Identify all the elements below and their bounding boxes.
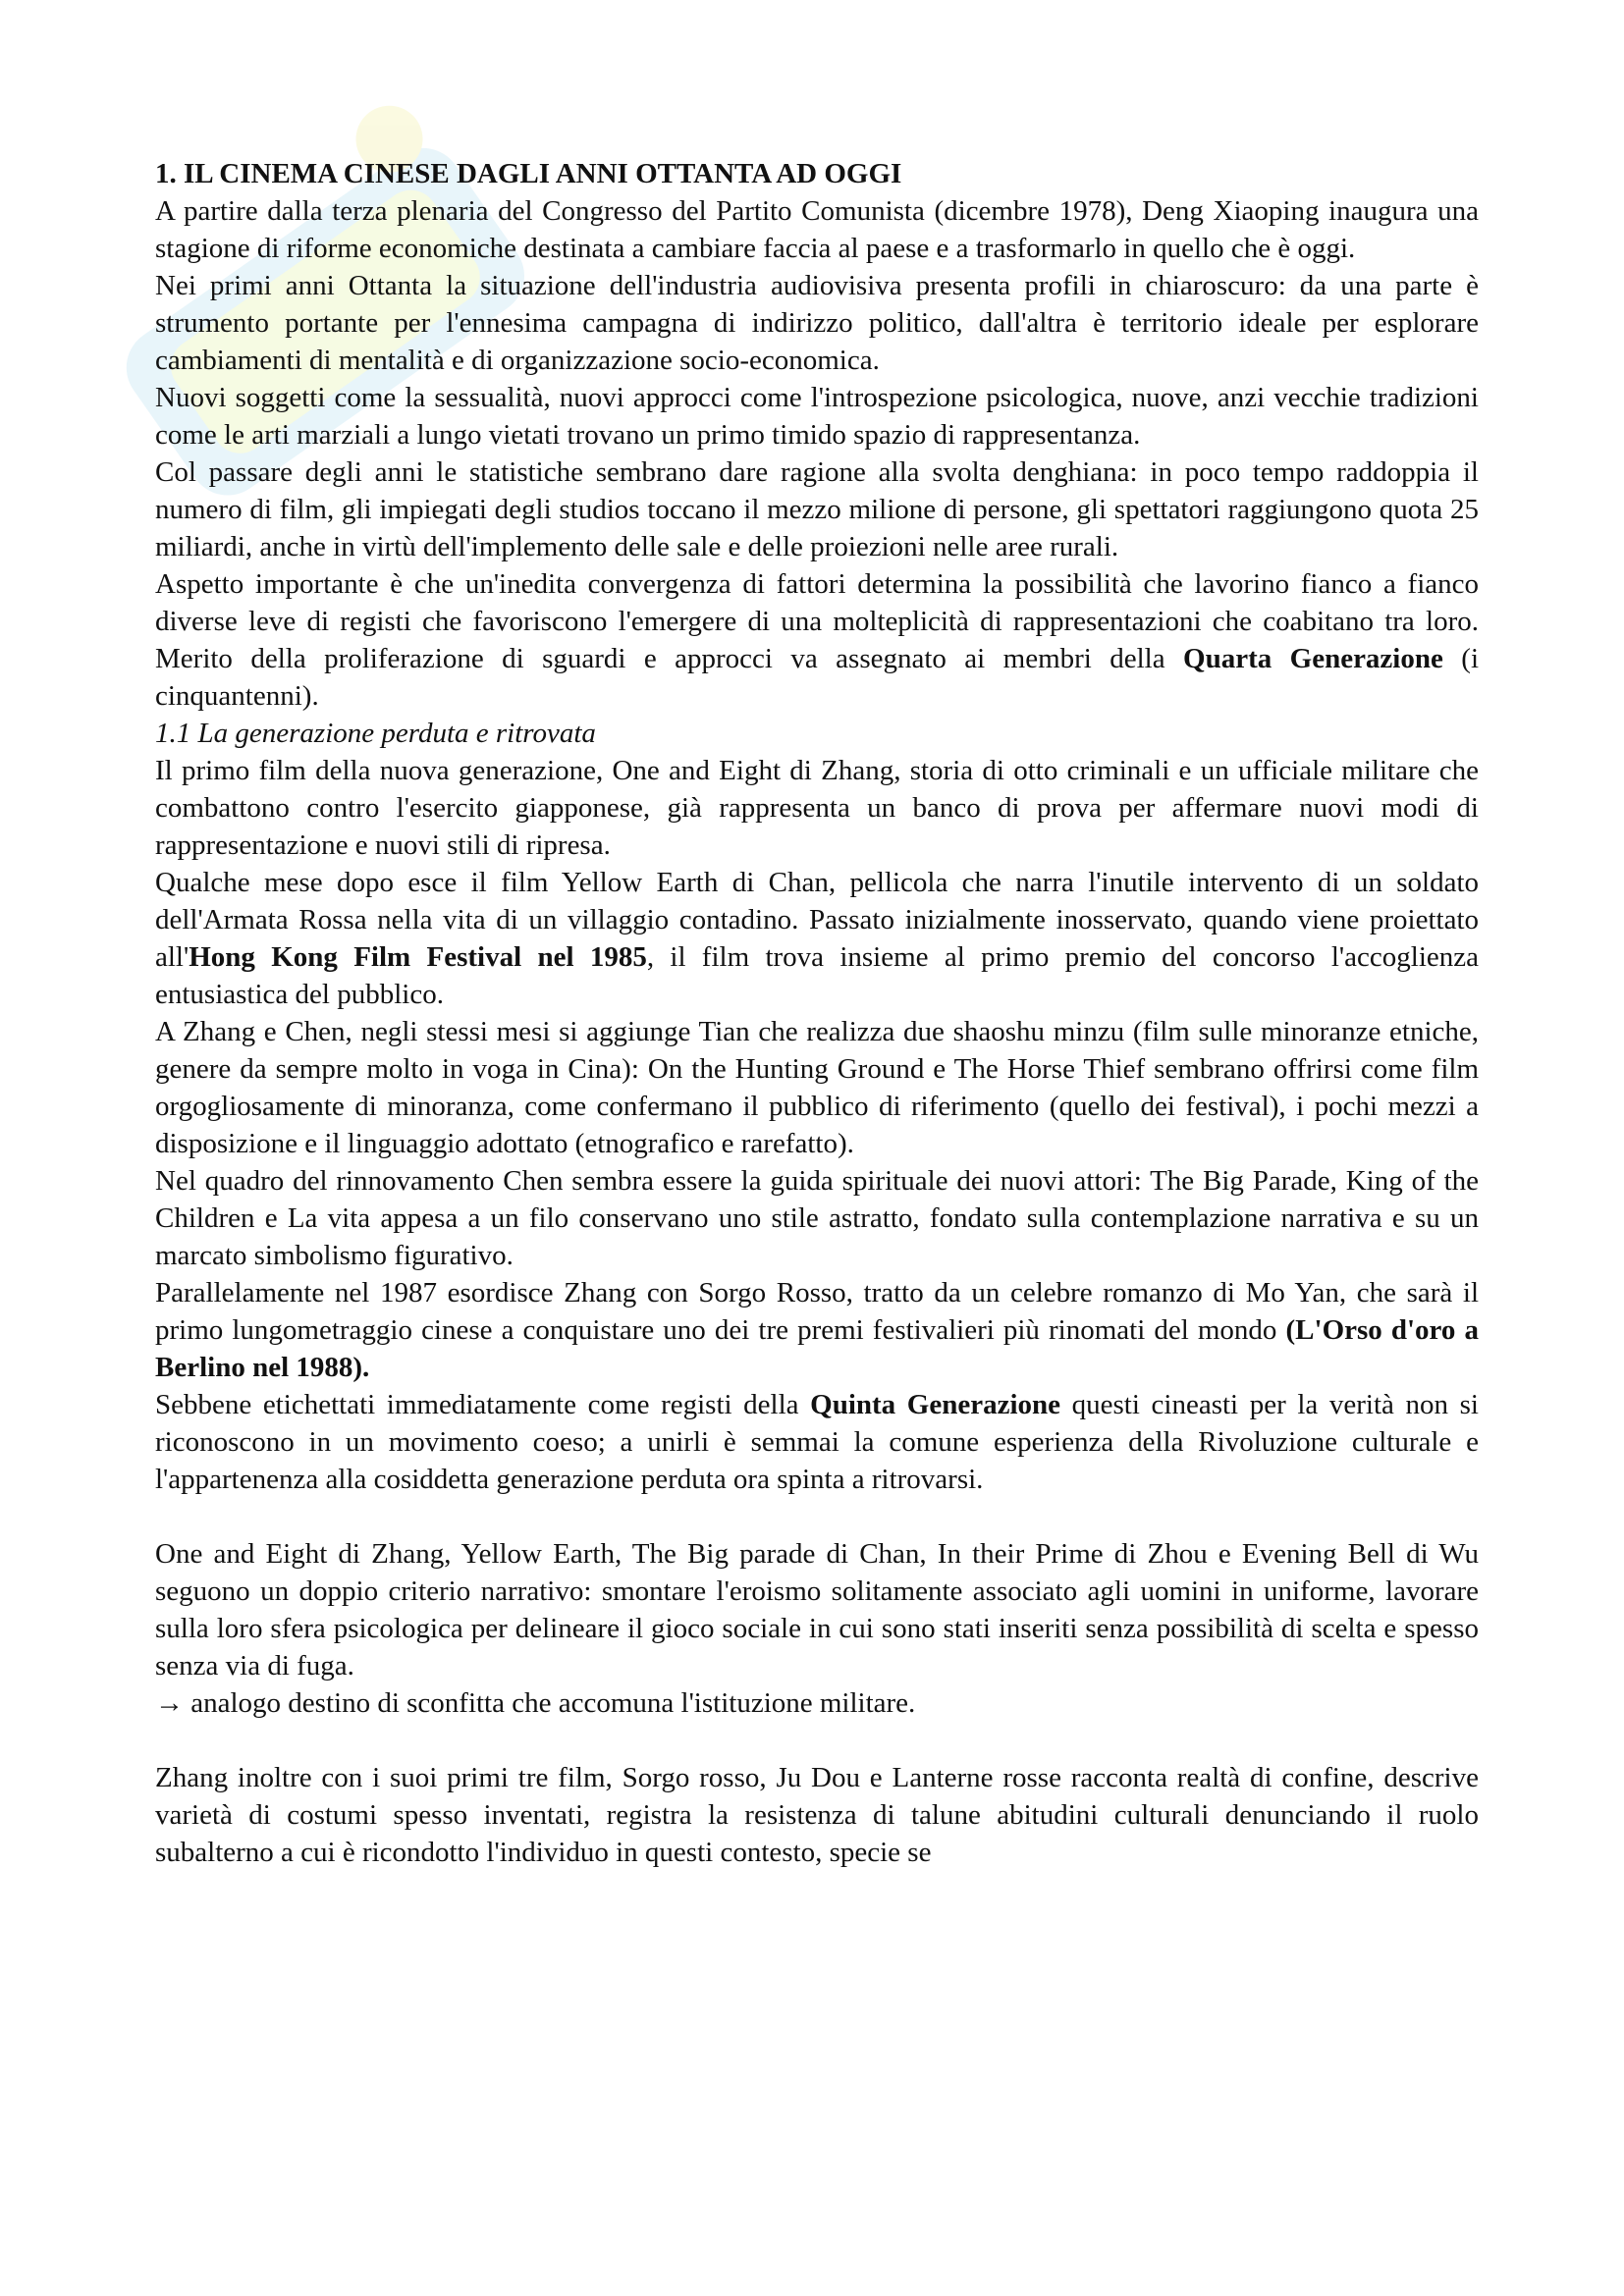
paragraph-text: Qualche mese dopo esce il film Yellow Earth di Chan, pellicola che narra l'inutile intervento di un soldato dell'Armata Rossa nella vita di un villaggio contadino. Passato inizialmente inosservato, quando viene proiettato all' — [155, 867, 1479, 973]
paragraph: A partire dalla terza plenaria del Congresso del Partito Comunista (dicembre 1978), Deng Xiaoping inaugura una stagione di riforme economiche destinata a cambiare faccia al paese e a trasformarlo in quello che è oggi. — [155, 195, 1479, 264]
paragraph: Col passare degli anni le statistiche sembrano dare ragione alla svolta denghiana: in poco tempo raddoppia il numero di film, gli impiegati degli studios toccano il mezzo milione di persone, gli spettatori raggiungono quota 25 miliardi, anche in virtù dell'implemento delle sale e delle proiezioni nelle aree rurali. — [155, 456, 1479, 562]
bold-term: Quinta Generazione — [810, 1389, 1061, 1420]
bold-term: Quarta Generazione — [1183, 643, 1443, 674]
paragraph-text: (i cinquantenni). — [155, 643, 1479, 712]
bold-term: (L'Orso d'oro a Berlino nel 1988). — [155, 1314, 1479, 1383]
paragraph-text: Aspetto importante è che un'inedita convergenza di fattori determina la possibilità che lavorino fianco a fianco diverse leve di registi che favoriscono l'emergere di una molteplicità di rappresentazioni che coabitano tra loro. Merito della proliferazione di sguardi e approcci va assegnato ai membri della — [155, 568, 1479, 674]
section-heading: 1.1 La generazione perduta e ritrovata — [155, 718, 596, 749]
paragraph-text: Parallelamente nel 1987 esordisce Zhang con Sorgo Rosso, tratto da un celebre romanzo di Mo Yan, che sarà il primo lungometraggio cinese a conquistare uno dei tre premi festivalieri più rinomati del mondo — [155, 1277, 1479, 1346]
paragraph: Nel quadro del rinnovamento Chen sembra essere la guida spirituale dei nuovi attori: The Big Parade, King of the Children e La vita appesa a un filo conservano uno stile astratto, fondato sulla contemplazione narrativa e su un marcato simbolismo figurativo. — [155, 1165, 1479, 1271]
paragraph-text: questi cineasti per la verità non si riconoscono in un movimento coeso; a unirli è semmai la comune esperienza della Rivoluzione culturale e l'appartenenza alla cosiddetta generazione perduta ora spinta a ritrovarsi. — [155, 1389, 1479, 1495]
paragraph-text: Sebbene etichettati immediatamente come registi della — [155, 1389, 811, 1420]
paragraph: A Zhang e Chen, negli stessi mesi si aggiunge Tian che realizza due shaoshu minzu (film sulle minoranze etniche, genere da sempre molto in voga in Cina): On the Hunting Ground e The Horse Thief sembrano offrirsi come film orgogliosamente di minoranza, come confermano il pubblico di riferimento (quello dei festival), i pochi mezzi a disposizione e il linguaggio adottato (etnografico e rarefatto). — [155, 1016, 1479, 1159]
paragraph: Il primo film della nuova generazione, One and Eight di Zhang, storia di otto criminali e un ufficiale militare che combattono contro l'esercito giapponese, già rappresenta un banco di prova per affermare nuovi modi di rappresentazione e nuovi stili di ripresa. — [155, 755, 1479, 861]
paragraph — [155, 864, 1479, 1013]
document-title: 1. IL CINEMA CINESE DAGLI ANNI OTTANTA AD OGGI — [155, 158, 902, 189]
paragraph-gap — [155, 1722, 1479, 1759]
paragraph — [155, 565, 1479, 715]
paragraph — [155, 1386, 1479, 1498]
paragraph: Nuovi soggetti come la sessualità, nuovi approcci come l'introspezione psicologica, nuove, anzi vecchie tradizioni come le arti marziali a lungo vietati trovano un primo timido spazio di rappresentanza. — [155, 382, 1479, 451]
bold-term: Hong Kong Film Festival nel 1985 — [189, 941, 647, 973]
paragraph-text: , il film trova insieme al primo premio del concorso l'accoglienza entusiastica del pubblico. — [155, 941, 1479, 1010]
paragraph: Nei primi anni Ottanta la situazione dell'industria audiovisiva presenta profili in chiaroscuro: da una parte è strumento portante per l'ennesima campagna di indirizzo politico, dall'altra è territorio ideale per esplorare cambiamenti di mentalità e di organizzazione socio-economica. — [155, 270, 1479, 376]
paragraph: One and Eight di Zhang, Yellow Earth, The Big parade di Chan, In their Prime di Zhou e Evening Bell di Wu seguono un doppio criterio narrativo: smontare l'eroismo solitamente associato agli uomini in uniforme, lavorare sulla loro sfera psicologica per delineare il gioco sociale in cui sono stati inseriti senza possibilità di scelta e spesso senza via di fuga. — [155, 1538, 1479, 1682]
paragraph: Zhang inoltre con i suoi primi tre film, Sorgo rosso, Ju Dou e Lanterne rosse racconta realtà di confine, descrive varietà di costumi spesso inventati, registra la resistenza di talune abitudini culturali denunciando il ruolo subalterno a cui è ricondotto l'individuo in questi contesto, specie se — [155, 1762, 1479, 1868]
paragraph: → analogo destino di sconfitta che accomuna l'istituzione militare. — [155, 1687, 916, 1719]
paragraph-gap — [155, 1498, 1479, 1535]
document-body — [155, 155, 1479, 1871]
paragraph — [155, 1274, 1479, 1386]
